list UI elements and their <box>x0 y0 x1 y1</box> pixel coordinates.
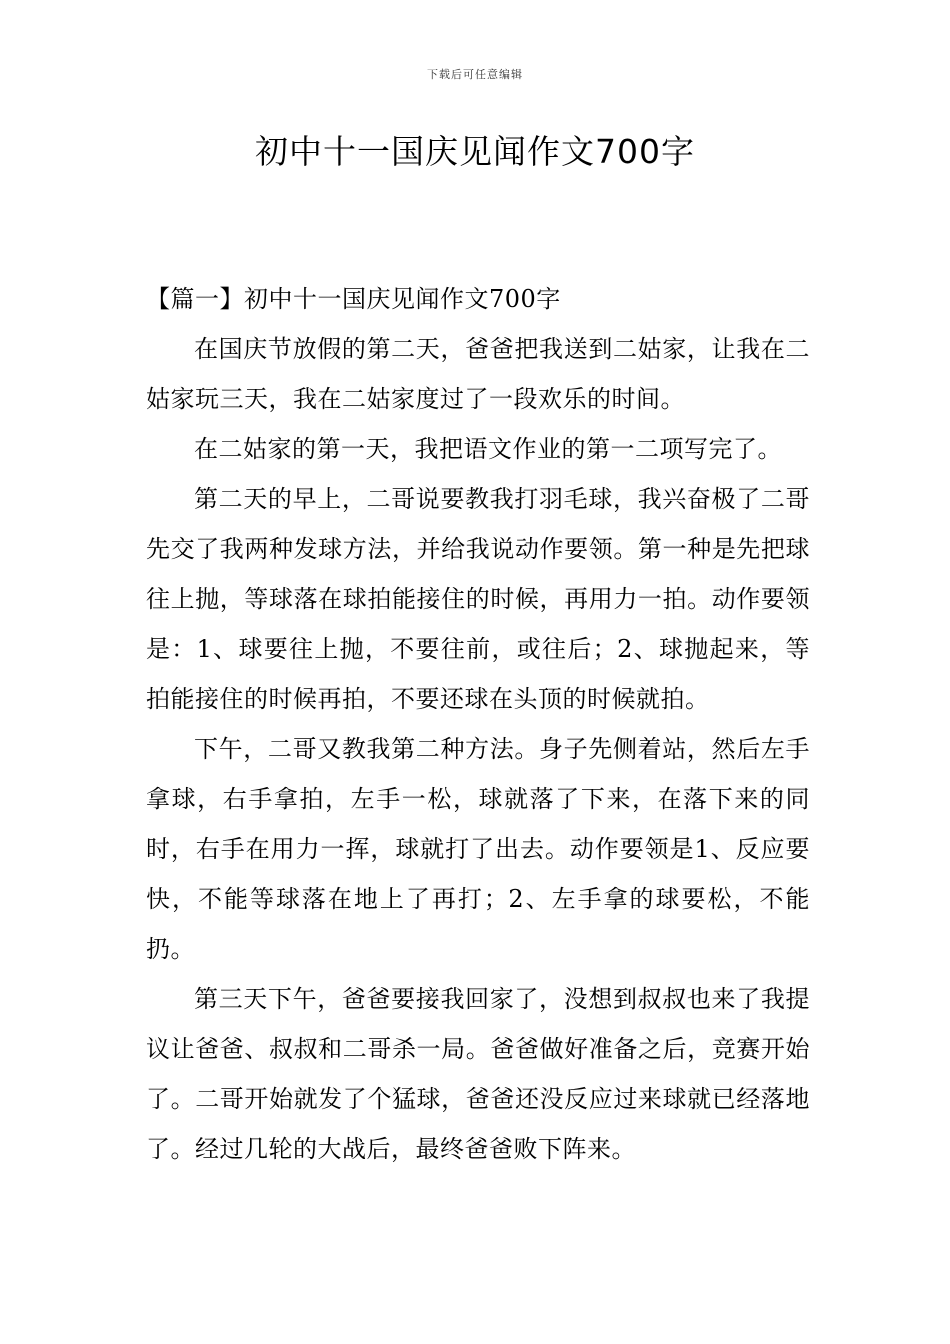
paragraph: 第三天下午，爸爸要接我回家了，没想到叔叔也来了我提议让爸爸、叔叔和二哥杀一局。爸爸做好准备之后，竞赛开始了。二哥开始就发了个猛球，爸爸还没反应过来球就已经落地了。经过几轮的大战后，最终爸爸败下阵来。 <box>146 985 810 1163</box>
document-body <box>146 274 810 1174</box>
paragraph: 第二天的早上，二哥说要教我打羽毛球，我兴奋极了二哥先交了我两种发球方法，并给我说动作要领。第一种是先把球往上抛，等球落在球拍能接住的时候，再用力一拍。动作要领是：1、球要往上抛，不要往前，或往后；2、球抛起来，等拍能接住的时候再拍，不要还球在头顶的时候就拍。 <box>146 485 810 713</box>
document-title: 初中十一国庆见闻作文700字 <box>255 132 695 171</box>
paragraph: 在国庆节放假的第二天，爸爸把我送到二姑家，让我在二姑家玩三天，我在二姑家度过了一段欢乐的时间。 <box>146 335 810 413</box>
header-note: 下载后可任意编辑 <box>427 68 523 81</box>
paragraph: 下午，二哥又教我第二种方法。身子先侧着站，然后左手拿球，右手拿拍，左手一松，球就落了下来，在落下来的同时，右手在用力一挥，球就打了出去。动作要领是1、反应要快，不能等球落在地上了再打；2、左手拿的球要松，不能扔。 <box>146 735 810 963</box>
paragraph: 在二姑家的第一天，我把语文作业的第一二项写完了。 <box>194 435 782 463</box>
section-heading: 【篇一】初中十一国庆见闻作文700字 <box>146 285 561 313</box>
